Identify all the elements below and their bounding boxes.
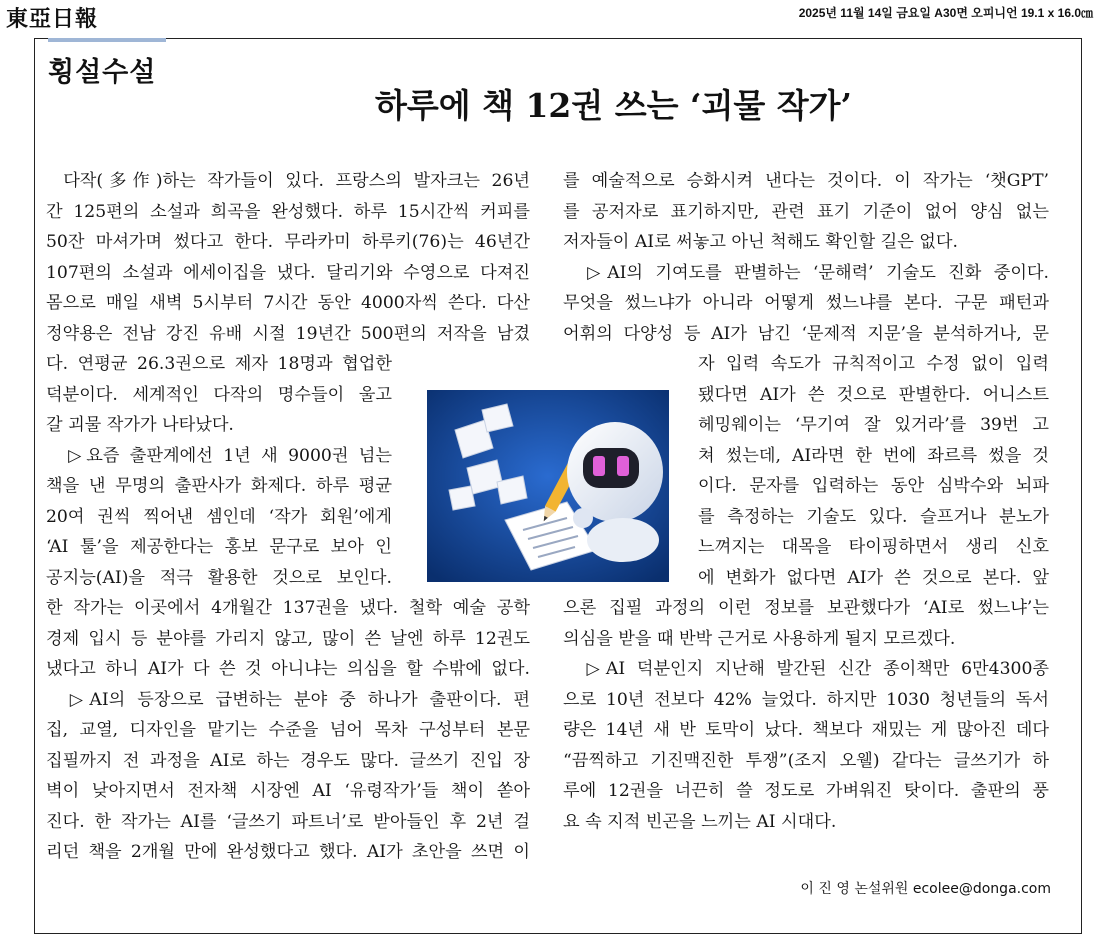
robot-icon (427, 390, 669, 582)
text-line: 를 공저자로 표기하지만, 관련 표기 기준이 없어 양심 없는 (563, 201, 1049, 222)
text-line: 다작(多作)하는 작가들이 있다. 프랑스의 발자크는 26년 (46, 171, 530, 191)
text-line: 정약용은 전남 강진 유배 시절 19년간 500편의 저작을 남겼 (46, 323, 530, 344)
masthead (0, 0, 1097, 30)
right-column-top (563, 166, 1049, 349)
text-line: 집필까지 전 과정을 AI로 하는 경우도 많다. 글쓰기 진입 장 (46, 750, 530, 771)
text-line: 간 125편의 소설과 희곡을 완성했다. 하루 15시간씩 커피를 (46, 201, 530, 222)
text-line: 갈 괴물 작가가 나타났다. (46, 415, 234, 435)
left-column-bottom (46, 593, 530, 868)
text-line: 자 입력 속도가 규칙적이고 수정 없이 입력 (698, 354, 1049, 374)
text-line: 느껴지는 대목을 타이핑하면서 생리 신호 (698, 537, 1049, 557)
column-accent-bar (48, 38, 166, 42)
text-line: ▷AI의 기여도를 판별하는 ‘문해력’ 기술도 진화 중이다. (563, 262, 1049, 283)
text-line: 한 작가는 이곳에서 4개월간 137권을 냈다. 철학 예술 공학 (46, 598, 530, 618)
text-line: 덕분이다. 세계적인 다작의 명수들이 울고 (46, 384, 392, 405)
text-line: 50잔 마셔가며 썼다고 한다. 무라카미 하루키(76)는 46년간 (46, 232, 530, 252)
text-line: 의심을 받을 때 반박 근거로 사용하게 될지 모르겠다. (563, 628, 956, 649)
text-line: ‘AI 툴’을 제공한다는 홍보 문구로 보아 인 (46, 537, 392, 557)
text-line: 으론 집필 과정의 이런 정보를 보관했다가 ‘AI로 썼느냐’는 (563, 598, 1049, 618)
text-line: 공지능(AI)을 적극 활용한 것으로 보인다. (46, 567, 392, 588)
left-column-wrap (46, 349, 392, 593)
text-line: 집, 교열, 디자인을 맡기는 수준을 넘어 목차 구성부터 본문 (46, 720, 530, 740)
text-line: ▷AI의 등장으로 급변하는 분야 중 하나가 출판이다. 편 (46, 689, 530, 710)
text-line: 냈다고 하니 AI가 다 쓴 것 아니냐는 의심을 할 수밖에 없다. (46, 659, 530, 679)
text-line: 몸으로 매일 새벽 5시부터 7시간 동안 4000자씩 쓴다. 다산 (46, 293, 530, 313)
text-line: 됐다면 AI가 쓴 것으로 판별한다. 어니스트 (698, 384, 1049, 405)
right-column-wrap (698, 349, 1049, 593)
text-line: 쳐 썼는데, AI라면 한 번에 좌르륵 썼을 것 (698, 445, 1049, 466)
text-line: 경제 입시 등 분야를 가리지 않고, 많이 쓴 날엔 하루 12권도 (46, 628, 530, 649)
text-line: 다. 연평균 26.3권으로 제자 18명과 협업한 (46, 354, 392, 374)
text-line: 벽이 낮아지면서 전자책 시장엔 AI ‘유령작가’들 책이 쏟아 (46, 781, 530, 801)
newspaper-logo: 東亞日報 (6, 6, 99, 32)
byline: 이 진 영 논설위원 ecolee@donga.com (800, 881, 1051, 897)
column-name: 횡설수설 (48, 57, 157, 88)
text-line: “끔찍하고 기진맥진한 투쟁”(조지 오웰) 같다는 글쓰기가 하 (563, 750, 1049, 771)
text-line: 에 변화가 없다면 AI가 쓴 것으로 본다. 앞 (698, 567, 1049, 588)
text-line: 이다. 문자를 입력하는 동안 심박수와 뇌파 (698, 476, 1049, 496)
text-line: 어휘의 다양성 등 AI가 남긴 ‘문제적 지문’을 분석하거나, 문 (563, 323, 1049, 344)
text-line: 107편의 소설과 에세이집을 냈다. 달리기와 수영으로 다져진 (46, 262, 530, 283)
text-line: 리던 책을 2개월 만에 완성했다고 했다. AI가 초안을 쓰면 이 (46, 842, 530, 862)
text-line: 책을 낸 무명의 출판사가 화제다. 하루 평균 (46, 476, 392, 496)
text-line: 진다. 한 작가는 AI를 ‘글쓰기 파트너’로 받아들인 후 2년 걸 (46, 811, 530, 832)
ai-writer-illustration (427, 390, 669, 582)
text-line: 헤밍웨이는 ‘무기여 잘 있거라’를 39번 고 (698, 415, 1049, 435)
text-line: 요 속 지적 빈곤을 느끼는 AI 시대다. (563, 811, 837, 832)
text-line: ▷AI 덕분인지 지난해 발간된 신간 종이책만 6만4300종 (563, 659, 1049, 679)
text-line: 무엇을 썼느냐가 아니라 어떻게 썼느냐를 본다. 구문 패턴과 (563, 293, 1049, 313)
text-line: 20여 권씩 찍어낸 셈인데 ‘작가 회원’에게 (46, 506, 392, 527)
text-line: 를 예술적으로 승화시켜 낸다는 것이다. 이 작가는 ‘챗GPT’ (563, 171, 1049, 191)
headline: 하루에 책 12권 쓰는 ‘괴물 작가’ (374, 86, 852, 125)
text-line: ▷요즘 출판계에선 1년 새 9000권 넘는 (46, 445, 392, 466)
right-column-bottom (563, 593, 1049, 837)
text-line: 를 측정하는 기술도 있다. 슬프거나 분노가 (698, 506, 1049, 527)
text-line: 루에 12권을 너끈히 쓸 정도로 가벼워진 탓이다. 출판의 풍 (563, 781, 1049, 801)
text-line: 저자들이 AI로 써놓고 아닌 척해도 확인할 길은 없다. (563, 232, 958, 252)
text-line: 으로 10년 전보다 42% 늘었다. 하지만 1030 청년들의 독서 (563, 689, 1049, 710)
left-column-top (46, 166, 530, 349)
text-line: 량은 14년 새 반 토막이 났다. 책보다 재밌는 게 많아진 데다 (563, 720, 1049, 740)
publication-info: 2025년 11월 14일 금요일 A30면 오피니언 19.1 x 16.0㎝ (798, 6, 1093, 20)
